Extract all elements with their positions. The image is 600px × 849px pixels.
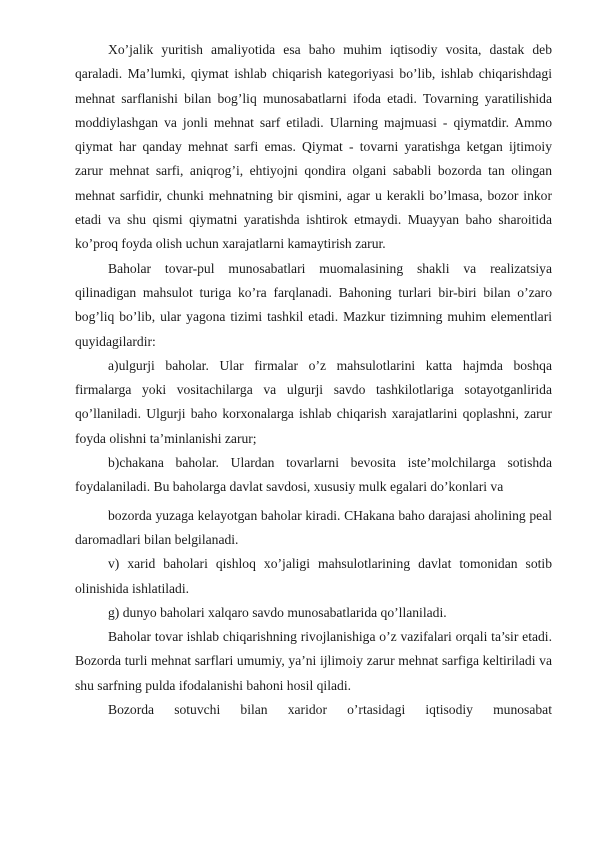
paragraph-price-types: Baholar tovar-pul munosabatlari muomalasining shakli va realizatsiya qilinadigan mahsulot turiga ko’ra farqlanadi. Bahoning turlari bir-biri bilan o’zaro bog’liq bo’lib, ular yagona tizimi tashkil etadi. Mazkur tizimning muhim elementlari quyidagilardir: (75, 260, 552, 349)
paragraph-market-relations: Bozorda sotuvchi bilan xaridor o’rtasidagi iqtisodiy munosabat (108, 702, 552, 718)
paragraph-purchase-prices: v) xarid baholari qishloq xo’jaligi mahsulotlarining davlat tomonidan sotib olinishida ishlatiladi. (75, 556, 552, 596)
paragraph-price-influence: Baholar tovar ishlab chiqarishning rivojlanishiga o’z vazifalari orqali ta’sir etadi. Bozorda turli mehnat sarflari umumiy, ya’ni ijlimoiy zarur mehnat sarfiga keltiriladi va shu sarfning pulda ifodalanishi bahoni hosil qiladi. (75, 629, 552, 693)
list-marker-a: a) (108, 357, 119, 373)
paragraph-value-concept: Xo’jalik yuritish amaliyotida esa baho muhim iqtisodiy vosita, dastak deb qaraladi. Ma’lumki, qiymat ishlab chiqarish kategoriyasi bo’lib, ishlab chiqarishdagi mehnat sarflanishi bilan bog’liq munosabatlarni ifoda etadi. Tovarning yaratilishida moddiylashgan va jonli mehnat sarf etiladi. Ularning majmuasi - qiymatdir. Ammo qiymat har qanday mehnat sarfi emas. Qiymat - tovarni yaratishga ketgan ijtimoiy zarur mehnat sarfi, aniqrog’i, ehtiyojni qondira olgani sababli bozorda tan olingan mehnat sarfidir, chunki mehnatning bir qismini, agar u kerakli bo’lmasa, bozor inkor etadi va shu qismi qiymatni yaratishda ishtirok etmaydi. Muayyan baho sharoitida ko’proq foyda olish uchun xarajatlarni kamaytirish zarur. (75, 42, 552, 252)
list-text-retail: chakana baholar. Ulardan tovarlarni bevosita iste’molchilarga sotishda foydalaniladi. Bu baholarga davlat savdosi, xususiy mulk egalari do’konlari va (75, 455, 552, 495)
list-item-wholesale (75, 354, 552, 451)
list-text-wholesale: ulgurji baholar. Ular firmalar o’z mahsulotlarini katta hajmda boshqa firmalarga yoki vositachilarga va ulgurji savdo tashkilotlariga sotayotganlirida qo’llaniladi. Ulgurji baho korxonalarga ishlab chiqarish xarajatlarini qoplashni, zarur foyda olishni ta’minlanishi zarur; (75, 357, 552, 446)
paragraph-world-prices: g) dunyo baholari xalqaro savdo munosabatlarida qo’llaniladi. (108, 604, 447, 620)
paragraph-bazaar-prices: bozorda yuzaga kelayotgan baholar kiradi. CHakana baho darajasi aholining peal daromadlari bilan belgilanadi. (75, 507, 552, 547)
list-marker-b: b) (108, 455, 120, 471)
list-item-retail (75, 451, 552, 500)
